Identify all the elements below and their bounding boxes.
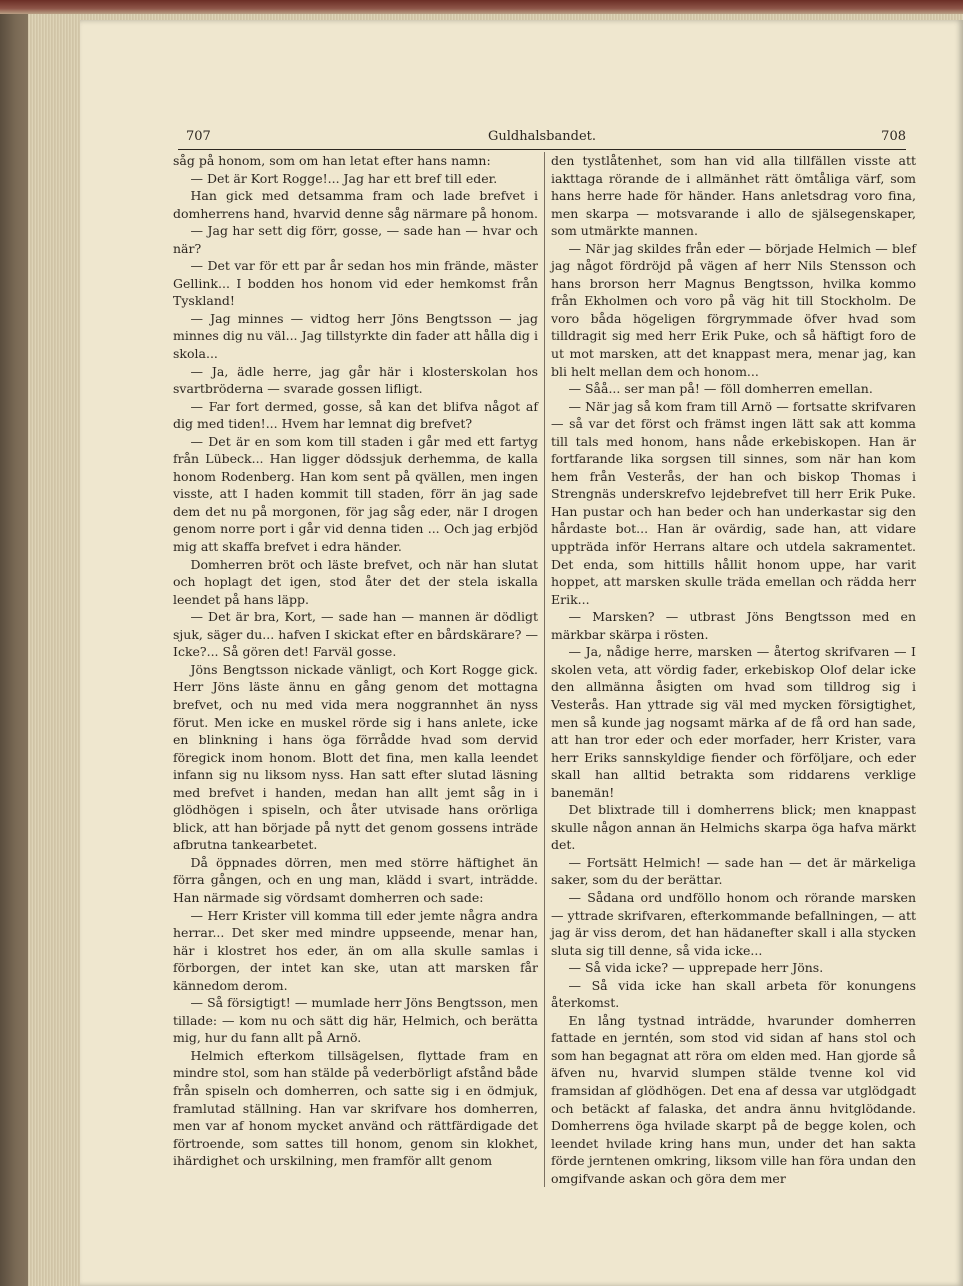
left-column: [173, 152, 538, 1170]
paragraph: — Fortsätt Helmich! — sade han — det är märkeliga saker, som du der berättar.: [551, 854, 916, 888]
paragraph: Då öppnades dörren, men med större häftighet än förra gången, och en ung man, klädd i svart, inträdde. Han närmade sig vördsamt domherren och sade:: [173, 854, 538, 905]
paragraph: — Så vida icke han skall arbeta för konungens återkomst.: [551, 977, 916, 1011]
paragraph: — Så försigtigt! — mumlade herr Jöns Bengtsson, men tillade: — kom nu och sätt dig här, Helmich, och berätta mig, hur du fann allt på Arnö.: [173, 995, 538, 1046]
paragraph: den tystlåtenhet, som han vid alla tillfällen visste att iakttaga rörande de i allmänhet rätt ömtåliga värf, som hans herre hade för händer. Hans anletsdrag voro fina, men skarpa — motsvarande i allo de själsegenskaper, som utmärkte mannen.: [551, 153, 916, 239]
paragraph: — När jag så kom fram till Arnö — fortsatte skrifvaren — så var det först och främst ingen lätt sak att komma till tals med honom, hans nåde erkebiskopen. Han är fortfarande lika sorgsen till sinnes, som när han kom hem från Vesterås, der han och biskop Thomas i Strengnäs underskrefvo lejdebrefvet till herr Erik Puke. Han pustar och han beder och han underkastar sig den hårdaste bot... Han är ovärdig, sade han, att vidare uppträda inför Herrans altare och utdela sakramentet. Det enda, som hittills hållit honom uppe, har varit hoppet, att marsken skulle träda emellan och rädda herr Erik...: [551, 398, 916, 607]
paragraph: — Jag minnes — vidtog herr Jöns Bengtsson — jag minnes dig nu väl... Jag tillstyrkte din fader att hålla dig i skola...: [173, 310, 538, 362]
column-divider: [544, 152, 545, 1187]
book-top-edge: [0, 0, 963, 14]
paragraph: Det blixtrade till i domherrens blick; men knappast skulle någon annan än Helmichs skarpa öga hafva märkt det.: [551, 802, 916, 853]
paragraph: såg på honom, som om han letat efter hans namn:: [173, 153, 491, 168]
right-column: [551, 152, 916, 1187]
paragraph: — Det är en som kom till staden i går med ett fartyg från Lübeck... Han ligger dödssjuk derhemma, de kalla honom Rodenberg. Han kom sent på qvällen, men ingen visste, att I haden kommit till staden, förr än jag sade dem det nu på morgonen, för jag såg eder, när I drogen genom norre port i går vid denna tiden ... Och jag erbjöd mig att skaffa brefvet i edra händer.: [173, 433, 538, 555]
header-rule: [178, 149, 906, 150]
running-title: Guldhalsbandet.: [487, 129, 596, 144]
paragraph: — Såå... ser man på! — föll domherren emellan.: [568, 381, 873, 397]
paragraph: — Det är bra, Kort, — sade han — mannen är dödligt sjuk, säger du... hafven I skickat efter en bårdskärare? — Icke?... Så gören det! Farväl gosse.: [173, 609, 538, 660]
paragraph: — Far fort dermed, gosse, så kan det blifva något af dig med tiden!... Hvem har lemnat dig brefvet?: [173, 398, 538, 432]
paragraph: — Det var för ett par år sedan hos min frände, mäster Gellink... I bodden hos honom vid eder hemkomst från Tyskland!: [173, 258, 538, 309]
paragraph: — Det är Kort Rogge!... Jag har ett bref till eder.: [190, 170, 498, 186]
page-number-right: 708: [881, 129, 906, 144]
paragraph: — Så vida icke? — upprepade herr Jöns.: [568, 960, 824, 976]
page-header: [178, 127, 906, 147]
paragraph: — När jag skildes från eder — började Helmich — blef jag något fördröjd på vägen af herr Nils Stensson och hans brorson herr Magnus Bengtsson, hvilka kommo från Ekholmen och voro på väg hit till Stockholm. De voro båda högeligen förgrymmade öfver hvad som tilldragit sig med herr Erik Puke, och så häftigt foro de ut mot marsken, att det knappast mera, menar jag, kan bli helt mellan dem och honom...: [551, 240, 916, 379]
paragraph: — Herr Krister vill komma till eder jemte några andra herrar... Det sker med mindre uppseende, menar han, här i klostret hos eder, än om alla skulle samlas i förborgen, der intet kan ske, utan att marsken får kännedom derom.: [173, 907, 538, 993]
paragraph: Jöns Bengtsson nickade vänligt, och Kort Rogge gick. Herr Jöns läste ännu en gång genom det mottagna brefvet, och nu med vida mera noggrannhet än nyss förut. Men icke en muskel rörde sig i hans anlete, icke en blinkning i hans öga förrådde hvad som dervid föregick inom honom. Blott det fina, men kalla leendet infann sig nu liksom nyss. Han satt efter slutad läsning med brefvet i handen, medan han allt jemt såg in i glödhögen i spiseln, och åter utvisade hans orörliga blick, att han började på nytt det genom gossens inträde afbrutna tankearbetet.: [173, 661, 538, 853]
paragraph: — Sådana ord undföllo honom och rörande marsken — yttrade skrifvaren, efterkommande befallningen, — att jag är viss derom, det han hädanefter skall i alla stycken sluta sig till denne, så vida icke...: [551, 889, 916, 958]
paragraph: Domherren bröt och läste brefvet, och när han slutat och hoplagt det igen, stod åter det der stela iskalla leendet på hans läpp.: [173, 556, 538, 607]
page-number-left: 707: [186, 129, 211, 144]
paragraph: Helmich efterkom tillsägelsen, flyttade fram en mindre stol, som han stälde på vederbörligt afstånd både från spiseln och domherren, och satte sig i en ödmjuk, framlutad ställning. Han var skrifvare hos domherren, men var af honom mycket använd och rättfärdigade det förtroende, som sattes till honom, genom sin klokhet, ihärdighet och urskilning, men framför allt genom: [173, 1047, 538, 1169]
paragraph: — Marsken? — utbrast Jöns Bengtsson med en märkbar skärpa i rösten.: [551, 609, 916, 642]
paragraph: — Ja, nådige herre, marsken — återtog skrifvaren — I skolen veta, att vördig fader, erkebiskop Olof delar icke den allmänna åsigten om hvad som tilldrog sig i Vesterås. Han yttrade sig väl med mycken försigtighet, men så kunde jag nogsamt märka af de få ord han sade, att han tror eder och eder morfader, herr Krister, vara herr Eriks sannskyldige fiender och förföljare, och eder skall han alltid betrakta som riddarens verklige banemän!: [551, 644, 916, 800]
paragraph: En lång tystnad inträdde, hvarunder domherren fattade en jerntén, som stod vid sidan af hans stol och som han begagnat att röra om elden med. Han gjorde så äfven nu, hvarvid slumpen stälde tvenne kol vid framsidan af glödhögen. Det ena af dessa var utglödgadt och betäckt af falaska, det andra ännu hvitglödande. Domherrens öga hvilade skarpt på de begge kolen, och leendet hvilade kring hans mun, under det han sakta förde jerntenen omkring, liksom ville han föra undan den omgifvande askan och göra dem mer: [551, 1012, 916, 1186]
paragraph: — Jag har sett dig förr, gosse, — sade han — hvar och när?: [173, 223, 538, 256]
paragraph: — Ja, ädle herre, jag går här i klosterskolan hos svartbröderna — svarade gossen lifligt.: [173, 363, 538, 397]
paragraph: Han gick med detsamma fram och lade brefvet i domherrens hand, hvarvid denne såg närmare på honom.: [173, 188, 538, 221]
